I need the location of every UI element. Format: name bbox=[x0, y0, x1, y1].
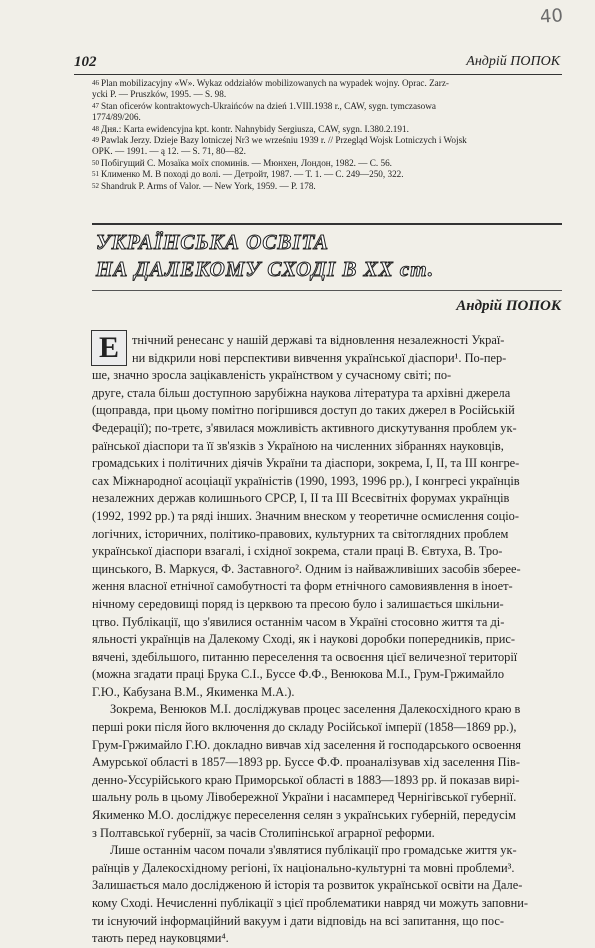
body-line: нічному середовищі поряд із церквою та пресою було і залишається шкільни- bbox=[92, 596, 504, 611]
body-line: незалежних держав колишнього СРСР, I, II та III Всесвітніх форумах українців bbox=[92, 491, 510, 506]
body-line: раїнської діаспори та її зв'язків з Україною на численних зібраннях науковців, bbox=[92, 438, 504, 453]
body-line: яльності українців на Далекому Сході, як і наукові доробки попередників, прис- bbox=[92, 632, 515, 647]
body-line: ти існуючий інформаційний вакуум і дати відповідь на всі запитання, що пос- bbox=[92, 913, 505, 928]
footnote-cont: ycki P. — Pruszków, 1995. — S. 98. bbox=[92, 89, 227, 100]
footnote: $^{50}$ Побігущий С. Мозаїка моїх споминів. — Мюнхен, Лондон, 1982. — С. 56. bbox=[92, 157, 392, 168]
body-line: ше, значно зросла зацікавленість українством у сучасному світі; по- bbox=[92, 368, 452, 383]
body-line: Зокрема, Венюков М.І. досліджував процес заселення Далекосхідного краю в bbox=[110, 702, 521, 717]
body-line: української діаспори взагалі, і східної зокрема, стали праці В. Євтуха, В. Тро- bbox=[92, 544, 503, 559]
body-line: денно-Уссурійського краю Приморської області в 1883—1893 рр. й показав вирі- bbox=[92, 772, 520, 787]
footnote-cont: OPK. — 1991. — ą 12. — S. 71, 80—82. bbox=[92, 146, 246, 157]
page-number: 102 bbox=[74, 54, 97, 70]
article-title bbox=[96, 229, 556, 283]
footnote: $^{48}$ Дня.: Karta ewidencyjna kpt. kontr. Nahnybidy Sergiusza, CAW, sygn. I.380.2.191. bbox=[92, 123, 409, 134]
title-rule-bottom bbox=[92, 290, 562, 291]
article-body bbox=[92, 332, 562, 948]
body-line: громадських і політичних діячів України та діаспори, зокрема, I, II, та III конгре- bbox=[92, 456, 520, 471]
body-line: раїнців у Далекосхідному регіоні, їх національно-культурні та мовні проблеми³. bbox=[92, 860, 515, 875]
running-title: Андрій ПОПОК bbox=[466, 54, 560, 69]
body-line: Г.Ю., Кабузана В.М., Якименка М.А.). bbox=[92, 684, 295, 699]
footnote: $^{52}$ Shandruk P. Arms of Valor. — New York, 1959. — P. 178. bbox=[92, 180, 316, 191]
footnotes bbox=[92, 78, 562, 192]
article-author: Андрій ПОПОК bbox=[456, 298, 561, 314]
body-line: тнічний ренесанс у нашій державі та відновлення незалежності Украї- bbox=[132, 333, 505, 347]
body-line: кому Сході. Нечисленні публікації з цієї проблематики навряд чи можуть заповни- bbox=[92, 896, 528, 910]
footnote: $^{51}$ Клименко М. В поході до волі. — Детройт, 1987. — Т. 1. — С. 249—250, 322. bbox=[92, 169, 404, 180]
body-line: вячені, здебільшого, питанню переселення та освоєння цієї величезної території bbox=[92, 649, 518, 664]
article-title-line: УКРАЇНСЬКА ОСВІТА bbox=[96, 230, 330, 254]
body-line: цтво. Публікації, що з'явилися останнім часом в Україні стосовно життя та ді- bbox=[92, 614, 505, 629]
article-title-line: НА ДАЛЕКОМУ СХОДІ В XX ст. bbox=[96, 257, 435, 281]
drop-cap: Е bbox=[91, 330, 127, 366]
footnote: $^{47}$ Stan oficerów kontraktowych-Ukraińców na dzień 1.VIII.1938 r., CAW, sygn. tymczasowa bbox=[92, 100, 436, 111]
header-rule bbox=[74, 74, 562, 75]
body-line: Федерації); по-третє, з'явилася можливість активного дискутування проблем ук- bbox=[92, 420, 517, 435]
body-line: (можна згадати праці Брука С.І., Буссе Ф.Ф., Венюкова М.І., Грум-Гржимайло bbox=[92, 667, 505, 682]
body-line: ження власної етнічної самобутності та форм етнічного самовиявлення в іноет- bbox=[92, 579, 513, 594]
body-line: Якименко М.О. досліджує переселення селян з українських губерній, передусім bbox=[92, 808, 516, 823]
body-line: друге, стала більш доступною зарубіжна наукова література та архівні джерела bbox=[92, 385, 511, 400]
footnote: $^{49}$ Pawlak Jerzy. Dzieje Bazy lotniczej Nr3 we wrześniu 1939 r. // Przegląd Wojsk Lotniczych i Wojsk bbox=[92, 135, 467, 146]
body-line: (щоправда, при цьому помітно погіршився доступ до таких джерел в Російській bbox=[92, 403, 515, 418]
body-line: Грум-Гржимайло Г.Ю. докладно вивчав хід заселення й господарського освоення bbox=[92, 737, 521, 752]
body-line: шальну роль в цьому Лівобережної України і насамперед Чернігівської губернії. bbox=[92, 790, 517, 805]
handwritten-page-mark: 40 bbox=[539, 5, 564, 28]
body-line: логічних, історичних, політико-правових, культурних та світоглядних проблем bbox=[92, 526, 509, 541]
body-line: тають перед науковцями⁴. bbox=[92, 931, 229, 946]
body-line: ни відкрили нові перспективи вивчення української діаспори¹. По-пер- bbox=[132, 350, 507, 365]
page-header bbox=[74, 54, 560, 74]
body-line: з Полтавської губернії, за часів Столипінської аграрної реформи. bbox=[92, 825, 435, 840]
title-rule-top bbox=[92, 223, 562, 225]
body-line: (1992, 1992 рр.) та ряді інших. Значним внеском у теоретичне осмислення соціо- bbox=[92, 508, 519, 523]
body-line: Амурської області в 1857—1893 рр. Буссе Ф.Ф. проаналізував хід заселення Пів- bbox=[92, 755, 521, 770]
footnote: $^{46}$ Plan mobilizacyjny «W». Wykaz oddziałów mobilizowanych na wypadek wojny. Oprac. Zarz- bbox=[92, 78, 449, 88]
footnote-cont: 1774/89/206. bbox=[92, 112, 141, 123]
body-line: Лише останнім часом почали з'являтися публікації про громадське життя ук- bbox=[110, 843, 517, 858]
body-line: Залишається мало дослідженою й історія та розвиток української освіти на Дале- bbox=[92, 878, 523, 893]
body-line: перші роки після його включення до складу Російської імперії (1858—1869 рр.), bbox=[92, 720, 517, 735]
body-line: щинського, В. Маркуся, Ф. Заставного². Одним із найважливіших засобів зберее- bbox=[92, 561, 521, 576]
body-line: сах Міжнародної асоціації україністів (1990, 1993, 1996 рр.), I конгресі українців bbox=[92, 473, 520, 488]
